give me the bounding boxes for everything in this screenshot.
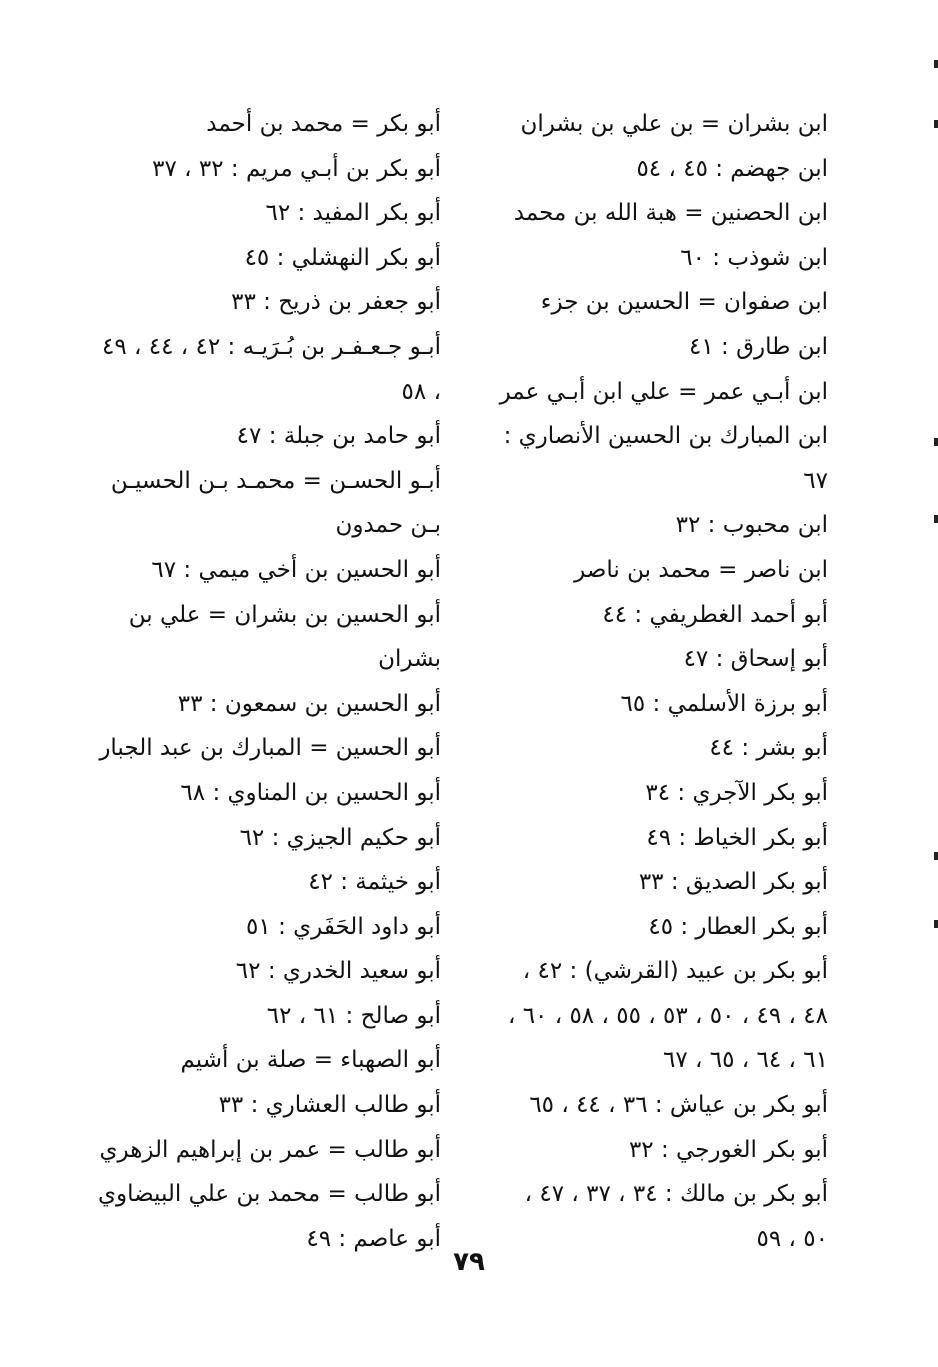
index-entry: أبـو جـعـفـر بن بُـرَيـه : ٤٢ ، ٤٤ ، ٤٩ ، ٥٨ <box>101 333 441 405</box>
index-entry: ابن طارق : ٤١ <box>689 333 828 360</box>
index-entry: أبو طالب = محمد بن علي البيضاوي <box>97 1181 441 1208</box>
index-entry: أبو بكر بن عبيد (القرشي) : ٤٢ ، ٤٨ ، ٤٩ ، ٥٠ ، ٥٣ ، ٥٥ ، ٥٨ ، ٦٠ ، ٦١ ، ٦٤ ، ٦٥ ، ٦٧ <box>507 958 828 1074</box>
index-entry: أبو بكر النهشلي : ٤٥ <box>244 244 441 271</box>
index-entry: أبو بكر بن مالك : ٣٤ ، ٣٧ ، ٤٧ ، ٥٠ ، ٥٩ <box>524 1181 828 1252</box>
index-entry: أبو الحسين بن سمعون : ٣٣ <box>177 690 441 717</box>
index-entry: ابن أبـي عمر = علي ابن أبـي عمر <box>499 378 828 405</box>
scan-edge-mark <box>934 120 938 128</box>
index-entry: أبو عاصم : ٤٩ <box>306 1225 441 1252</box>
index-entry: ابن محبوب : ٣٢ <box>675 512 828 539</box>
scan-edge-mark <box>934 852 938 860</box>
index-entry: أبو طالب العشاري : ٣٣ <box>218 1092 441 1119</box>
index-column-left <box>96 102 441 1261</box>
index-entry: أبو الصهباء = صلة بن أشيم <box>180 1047 441 1074</box>
index-entry: ابن صفوان = الحسين بن جزء <box>540 289 828 316</box>
scan-edge-mark <box>934 438 938 446</box>
index-entry: ابن بشران = بن علي بن بشران <box>520 111 828 137</box>
index-entry: أبـو الحسـن = محمـد بـن الحسيـن بـن حمدون <box>110 467 441 539</box>
index-entry: أبو الحسين بن بشران = علي بن بشران <box>128 601 441 673</box>
index-entry: أبو صالح : ٦١ ، ٦٢ <box>266 1002 441 1029</box>
index-column-right <box>498 102 828 1261</box>
index-entry: أبو بكر = محمد بن أحمد <box>206 111 441 137</box>
index-entry: أبو الحسين بن أخي ميمي : ٦٧ <box>151 556 441 583</box>
index-entry: أبو الحسين بن المناوي : ٦٨ <box>180 779 441 806</box>
index-entry: أبو الحسين = المبارك بن عبد الجبار <box>99 735 441 762</box>
index-entry: أبو بكر بن أبـي مريم : ٣٢ ، ٣٧ <box>152 155 441 182</box>
index-entry: أبو حامد بن جبلة : ٤٧ <box>236 423 441 450</box>
scan-edge-mark <box>934 60 938 68</box>
index-entry: ابن الحصنين = هبة الله بن محمد <box>513 200 828 227</box>
index-entry: أبو سعيد الخدري : ٦٢ <box>235 958 441 985</box>
index-entry: أبو بكر الغورجي : ٣٢ <box>628 1136 828 1163</box>
index-entry: أبو بكر الصديق : ٣٣ <box>638 869 828 896</box>
index-entry: أبو طالب = عمر بن إبراهيم الزهري <box>99 1136 441 1163</box>
index-entry: أبو جعفر بن ذريح : ٣٣ <box>231 289 441 316</box>
scan-edge-mark <box>934 920 938 928</box>
index-entry: أبو بكر الآجري : ٣٤ <box>645 779 828 806</box>
index-entry: أبو برزة الأسلمي : ٦٥ <box>620 690 828 717</box>
page-number: ٧٩ <box>453 1247 485 1277</box>
index-entry: أبو بشر : ٤٤ <box>709 735 828 762</box>
index-entry: أبو بكر الخياط : ٤٩ <box>646 824 828 851</box>
index-entry: ابن المبارك بن الحسين الأنصاري : ٦٧ <box>503 423 828 494</box>
index-entry: ابن شوذب : ٦٠ <box>680 244 828 271</box>
index-entry: أبو بكر بن عياش : ٣٦ ، ٤٤ ، ٦٥ <box>529 1092 828 1119</box>
index-entry: أبو خيثمة : ٤٢ <box>308 869 441 896</box>
index-entry: أبو حكيم الجيزي : ٦٢ <box>239 824 441 851</box>
index-entry: ابن جهضم : ٤٥ ، ٥٤ <box>636 155 828 182</box>
index-entry: أبو بكر العطار : ٤٥ <box>648 913 828 940</box>
index-entry: أبو إسحاق : ٤٧ <box>683 646 828 673</box>
index-entry: أبو بكر المفيد : ٦٢ <box>265 200 441 227</box>
scan-edge-mark <box>934 515 938 523</box>
index-entry: أبو أحمد الغطريفي : ٤٤ <box>602 601 828 628</box>
index-entry: ابن ناصر = محمد بن ناصر <box>574 556 828 583</box>
index-entry: أبو داود الحَفَري : ٥١ <box>246 913 441 940</box>
